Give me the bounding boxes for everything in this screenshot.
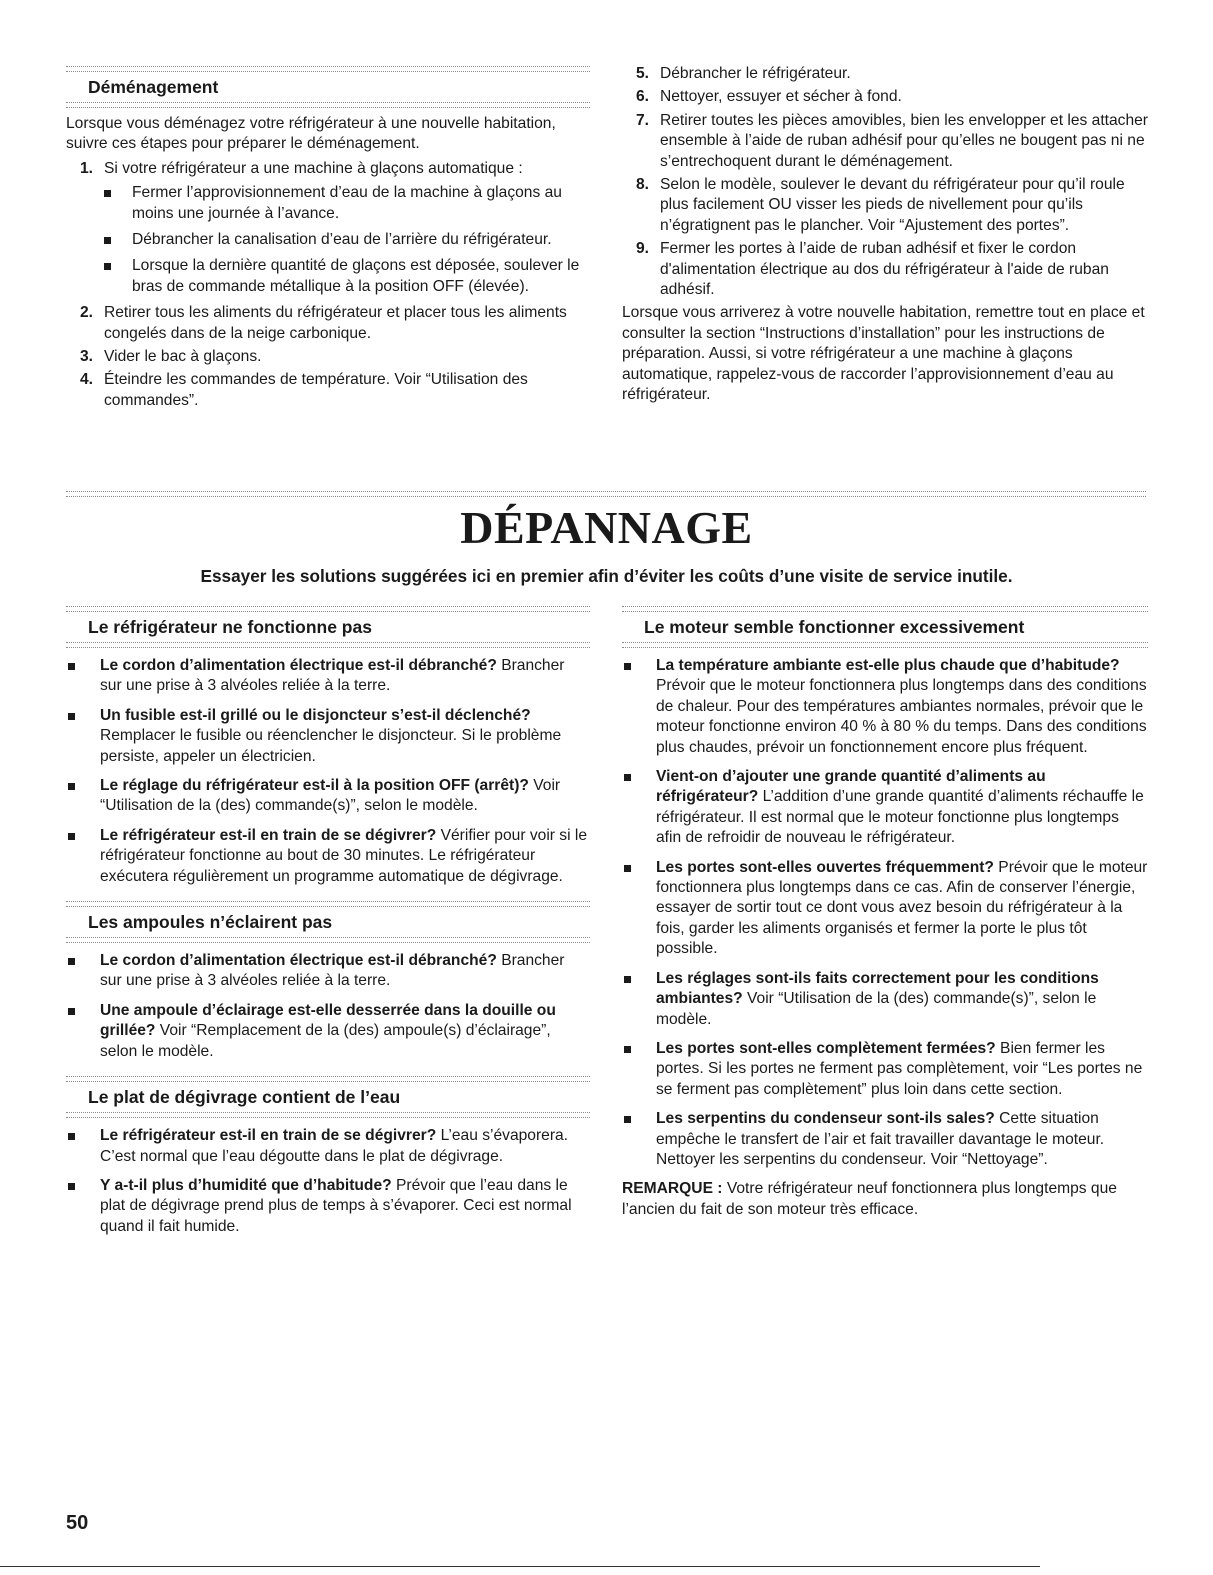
motor-note — [622, 1179, 1148, 1220]
troubleshooting-column-left — [66, 606, 590, 1246]
list-item: Les portes sont-elles complètement fermées? Bien fermer les portes. Si les portes ne ferment pas complètement, voir “Les portes ne se ferment pas complètement” plus loin dans cette section. — [622, 1039, 1148, 1100]
list-item: Débrancher la canalisation d’eau de l’arrière du réfrigérateur. — [104, 230, 590, 250]
section-rule — [66, 642, 590, 648]
list-item: La température ambiante est-elle plus chaude que d’habitude? Prévoir que le moteur fonctionnera plus longtemps dans des conditions de chaleur. Pour des températures ambiantes normales, prévoir que le moteur fonctionne environ 40 % à 80 % du temps. Dans des conditions plus chaudes, prévoir un fonctionnement encore plus fréquent. — [622, 656, 1148, 758]
list-item: Y a-t-il plus d’humidité que d’habitude? Prévoir que l’eau dans le plat de dégivrage prend plus de temps à s’évaporer. Ceci est normal quand il fait humide. — [66, 1176, 590, 1237]
list-item: Le cordon d’alimentation électrique est-il débranché? Brancher sur une prise à 3 alvéoles reliée à la terre. — [66, 656, 590, 697]
square-bullet-icon — [624, 865, 631, 872]
list-item: Le réglage du réfrigérateur est-il à la position OFF (arrêt)? Voir “Utilisation de la (des) commande(s)”, selon le modèle. — [66, 776, 590, 817]
page-title: DÉPANNAGE — [460, 502, 753, 553]
square-bullet-icon — [624, 663, 631, 670]
moving-column-left — [66, 66, 590, 414]
square-bullet-icon — [104, 237, 111, 244]
list-item: Les serpentins du condenseur sont-ils sales? Cette situation empêche le transfert de l’air et fait travailler davantage le moteur. Nettoyer les serpentins du condenseur. Voir “Nettoyage”. — [622, 1109, 1148, 1170]
page-subtitle: Essayer les solutions suggérées ici en premier afin d’éviter les coûts d’une visite de service inutile. — [200, 566, 1013, 586]
section-rule — [66, 102, 590, 108]
lights-title: Les ampoules n’éclairent pas — [88, 912, 333, 933]
moving-step-6: 6. Nettoyer, essuyer et sécher à fond. — [636, 88, 902, 106]
square-bullet-icon — [68, 713, 75, 720]
section-rule — [622, 642, 1148, 648]
moving-column-right — [622, 64, 1148, 406]
list-item: Les portes sont-elles ouvertes fréquemment? Prévoir que le moteur fonctionnera plus longtemps dans ce cas. Afin de conserver l’énergie, essayer de sortir tout ce dont vous avez besoin du réfrigérateur à la fois, garder les aliments organisés et fermer la porte le plus tôt possible. — [622, 858, 1148, 960]
square-bullet-icon — [68, 783, 75, 790]
troubleshooting-column-right — [622, 606, 1148, 1220]
list-item: Le cordon d’alimentation électrique est-il débranché? Brancher sur une prise à 3 alvéoles reliée à la terre. — [66, 951, 590, 992]
moving-step-1-bullets — [104, 183, 590, 297]
square-bullet-icon — [68, 1008, 75, 1015]
list-item: Le réfrigérateur est-il en train de se dégivrer? Vérifier pour voir si le réfrigérateur fonctionne au bout de 30 minutes. Le réfrigérateur exécutera régulièrement un programme automatique de dégivrage. — [66, 826, 590, 887]
square-bullet-icon — [624, 1046, 631, 1053]
list-item: Vient-on d’ajouter une grande quantité d’aliments au réfrigérateur? L’addition d’une grande quantité d’aliments réchauffe le réfrigérateur. Il est normal que le moteur fonctionne plus longtemps afin de refroidir de nouveau le réfrigérateur. — [622, 767, 1148, 849]
moving-intro: Lorsque vous déménagez votre réfrigérateur à une nouvelle habitation, suivre ces étapes pour préparer le déménagement. — [66, 115, 556, 153]
list-item: Une ampoule d’éclairage est-elle desserrée dans la douille ou grillée? Voir “Remplacement de la (des) ampoule(s) d’éclairage”, selon le modèle. — [66, 1001, 590, 1062]
note-label: REMARQUE : — [622, 1180, 723, 1198]
list-item: Le réfrigérateur est-il en train de se dégivrer? L’eau s’évaporera. C’est normal que l’eau dégoutte dans le plat de dégivrage. — [66, 1126, 590, 1167]
note-text: Votre réfrigérateur neuf fonctionnera plus longtemps que l’ancien du fait de son moteur très efficace. — [622, 1180, 1117, 1218]
list-item: Les réglages sont-ils faits correctement pour les conditions ambiantes? Voir “Utilisation de la (des) commande(s)”, selon le modèle. — [622, 969, 1148, 1030]
list-item: Lorsque la dernière quantité de glaçons est déposée, soulever le bras de commande métallique à la position OFF (élevée). — [104, 256, 590, 297]
motor-list — [622, 656, 1148, 1170]
section-rule — [66, 491, 1146, 497]
square-bullet-icon — [68, 958, 75, 965]
defrost-pan-list — [66, 1126, 590, 1237]
square-bullet-icon — [624, 774, 631, 781]
list-item: Fermer l’approvisionnement d’eau de la machine à glaçons au moins une journée à l’avance. — [104, 183, 590, 224]
not-running-title: Le réfrigérateur ne fonctionne pas — [88, 617, 372, 637]
moving-steps-list-continued — [622, 64, 1148, 300]
square-bullet-icon — [624, 976, 631, 983]
square-bullet-icon — [104, 190, 111, 197]
list-item: Un fusible est-il grillé ou le disjoncteur s’est-il déclenché? Remplacer le fusible ou réenclencher le disjoncteur. Si le problème persiste, appeler un électricien. — [66, 706, 590, 767]
defrost-pan-title: Le plat de dégivrage contient de l’eau — [88, 1087, 401, 1108]
moving-step-1: 1. Si votre réfrigérateur a une machine à glaçons automatique : Fermer l’approvisionnement d’eau de la machine à glaçons au moins une journée à l’avance. Débrancher la canalisation d’eau de l’arrière du réfrigérateur. Lorsque la dernière quantité de glaçons est déposée, soulever le bras de commande métallique à la position OFF (élevée). — [66, 159, 590, 297]
moving-steps-list — [66, 159, 590, 411]
square-bullet-icon — [68, 833, 75, 840]
moving-section-title: Déménagement — [88, 77, 219, 97]
square-bullet-icon — [624, 1116, 631, 1123]
lights-list — [66, 951, 590, 1062]
moving-step-text: Si votre réfrigérateur a une machine à glaçons automatique : — [104, 159, 523, 177]
moving-step-7: 7. Retirer toutes les pièces amovibles, bien les envelopper et les attacher ensemble à l’aide de ruban adhésif pour qu’elles ne bougent pas ni ne s’entrechoquent durant le déménagement. — [636, 111, 1148, 170]
section-rule — [66, 1112, 590, 1118]
square-bullet-icon — [68, 1183, 75, 1190]
page-number: 50 — [66, 1512, 89, 1534]
square-bullet-icon — [104, 263, 111, 270]
section-rule — [66, 937, 590, 943]
moving-step-9: 9. Fermer les portes à l’aide de ruban adhésif et fixer le cordon d'alimentation électrique au dos du réfrigérateur à l'aide de ruban adhésif. — [636, 240, 1109, 299]
moving-step-2: 2. Retirer tous les aliments du réfrigérateur et placer tous les aliments congelés dans de la neige carbonique. — [80, 304, 567, 342]
moving-closing: Lorsque vous arriverez à votre nouvelle habitation, remettre tout en place et consulter la section “Instructions d’installation” pour les instructions de préparation. Aussi, si votre réfrigérateur a une machine à glaçons automatique, rappelez-vous de raccorder l’approvisionnement d’eau au réfrigérateur. — [622, 304, 1145, 404]
moving-step-3: 3. Vider le bac à glaçons. — [80, 348, 262, 366]
square-bullet-icon — [68, 1133, 75, 1140]
motor-title: Le moteur semble fonctionner excessivement — [644, 617, 1025, 637]
moving-step-5: 5. Débrancher le réfrigérateur. — [636, 65, 851, 82]
moving-step-8: 8. Selon le modèle, soulever le devant du réfrigérateur pour qu’il roule plus facilement OU visser les pieds de nivellement pour qu’ils n’égratignent pas le plancher. Voir “Ajustement des portes”. — [636, 176, 1125, 234]
square-bullet-icon — [68, 663, 75, 670]
footer-rule — [0, 1566, 1040, 1567]
moving-step-4: 4. Éteindre les commandes de température. Voir “Utilisation des commandes”. — [80, 371, 528, 409]
not-running-list — [66, 656, 590, 887]
